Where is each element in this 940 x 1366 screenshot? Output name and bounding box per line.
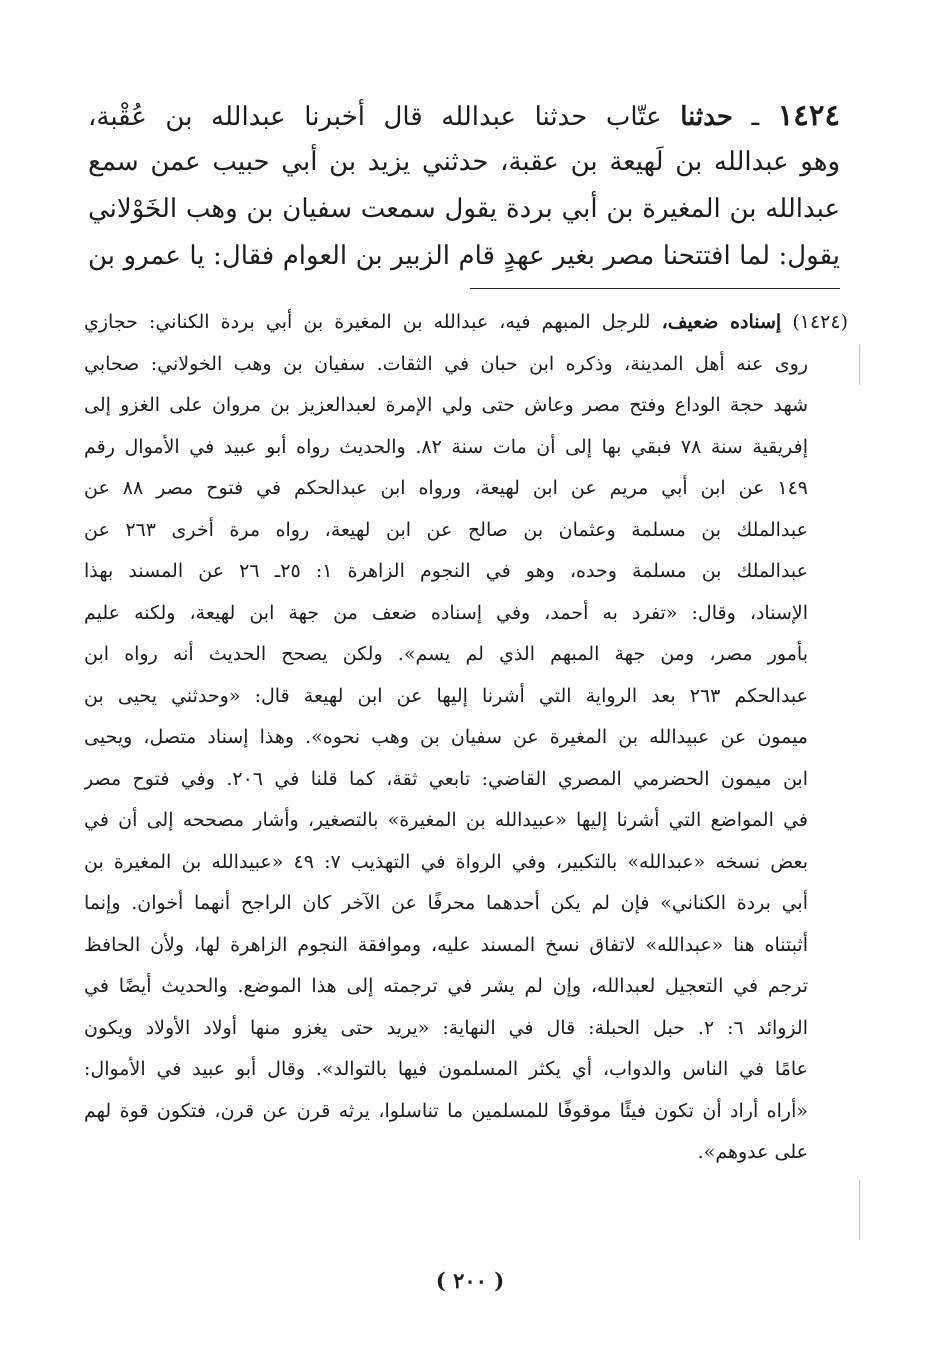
hadith-opening-word: حدثنا <box>680 102 733 132</box>
footnote <box>84 302 848 1174</box>
footnote-line: ابن ميمون الحضرمي المصري القاضي: تابعي ثقة، كما قلنا في ٢٠٦. وفي فتوح مصر <box>84 767 808 790</box>
footnote-line: الزوائد ٦: ٢. حبل الحبلة: قال في النهاية: «يريد حتى يغزو منها أولاد الأولاد ويكون <box>84 1016 808 1039</box>
footnote-line: شهد حجة الوداع وفتح مصر وعاش حتى ولي الإمرة لعبدالعزيز بن مروان على الغزو إلى <box>84 394 808 416</box>
isnad-grade: إسناده ضعيف، <box>661 311 782 333</box>
footnote-line: عبدالملك بن مسلمة وعثمان بن صالح عن ابن لهيعة، رواه مرة أخرى ٢٦٣ عن <box>84 518 808 541</box>
hadith-line: عبدالله بن المغيرة بن أبي بردة يقول سمعت سفيان بن وهب الخَوْلاني <box>88 194 840 224</box>
hadith-line-text: عتّاب حدثنا عبدالله قال أخبرنا عبدالله بن عُقْبة، <box>88 102 662 132</box>
footnote-divider <box>470 288 840 289</box>
page-number: ( ٢٠٠ ) <box>435 1268 505 1293</box>
footnote-line: روى عنه أهل المدينة، وذكره ابن حبان في الثقات. سفيان بن وهب الخولاني: صحابي <box>84 352 808 375</box>
footnote-line: عبدالملك بن مسلمة وحده، وهو في النجوم الزاهرة ١: ٢٥ـ ٢٦ عن المسند بهذا <box>84 560 808 582</box>
scan-edge-mark <box>859 1180 860 1240</box>
footnote-line: على عدوهم». <box>697 1141 808 1163</box>
footnote-line: ١٤٩ عن ابن أبي مريم عن ابن لهيعة، ورواه ابن عبدالحكم في فتوح مصر ٨٨ عن <box>84 477 808 499</box>
footnote-line <box>84 302 848 344</box>
footnote-line: ترجم في التعجيل لعبدالله، وإن لم يشر في ترجمته إلى هذا الموضع. والحديث أيضًا في <box>84 975 808 997</box>
hadith-line: يقول: لما افتتحنا مصر بغير عهدٍ قام الزبير بن العوام فقال: يا عمرو بن <box>88 241 840 271</box>
footnote-line: «أراه أراد أن تكون فيئًا موقوفًا للمسلمين ما تناسلوا، يرثه قرن عن قرن، فتكون قوة لهم <box>84 1099 808 1122</box>
footnote-line: بأمور مصر، ومن جهة المبهم الذي لم يسم». ولكن يصحح الحديث أنه رواه ابن <box>84 643 808 665</box>
scan-edge-mark <box>859 345 860 385</box>
hadith-text <box>88 92 840 280</box>
footnote-line: بعض نسخه «عبدالله» بالتكبير، وفي الرواة في التهذيب ٧: ٤٩ «عبيدالله بن المغيرة بن <box>84 850 808 873</box>
footnote-line: في المواضع التي أشرنا إليها «عبيدالله بن المغيرة» بالتصغير، وأشار مصححه إلى أن في <box>84 809 808 831</box>
footnote-line: عامًا في الناس والدواب، أي يكثر المسلمون فيها بالتوالد». وقال أبو عبيد في الأموال: <box>84 1058 808 1080</box>
footnote-line: عبدالحكم ٢٦٣ بعد الرواية التي أشرنا إليها عن ابن لهيعة قال: «وحدثني يحيى بن <box>84 684 808 707</box>
hadith-line: وهو عبدالله بن لَهيعة بن عقبة، حدثني يزيد بن أبي حبيب عمن سمع <box>88 147 840 177</box>
footnote-line: إفريقية سنة ٧٨ فبقي بها إلى أن مات سنة ٨٢. والحديث رواه أبو عبيد في الأموال رقم <box>84 435 808 458</box>
hadith-number: ١٤٢٤ <box>777 98 840 132</box>
footnote-line-text: للرجل المبهم فيه، عبدالله بن المغيرة بن أبي بردة الكناني: حجازي <box>84 311 651 333</box>
hadith-dash: ـ <box>751 102 760 132</box>
hadith-line <box>88 92 840 139</box>
footnote-line: الإسناد، وقال: «تفرد به أحمد، وفي إسناده ضعف من جهة ابن لهيعة، ولكنه عليم <box>84 601 808 624</box>
footnote-line: أثبتناه هنا «عبدالله» لاتفاق نسخ المسند عليه، وموافقة النجوم الزاهرة لها، ولأن الحافظ <box>84 933 808 956</box>
footnote-number: (١٤٢٤) <box>792 311 848 333</box>
footnote-line: أبي بردة الكناني» فإن لم يكن أحدهما محرفًا عن الآخر كان الراجح أنهما أخوان. وإنما <box>84 892 808 914</box>
footnote-line: ميمون عن عبيدالله بن المغيرة عن سفيان بن وهب نحوه». وهذا إسناد متصل، ويحيى <box>84 726 808 748</box>
